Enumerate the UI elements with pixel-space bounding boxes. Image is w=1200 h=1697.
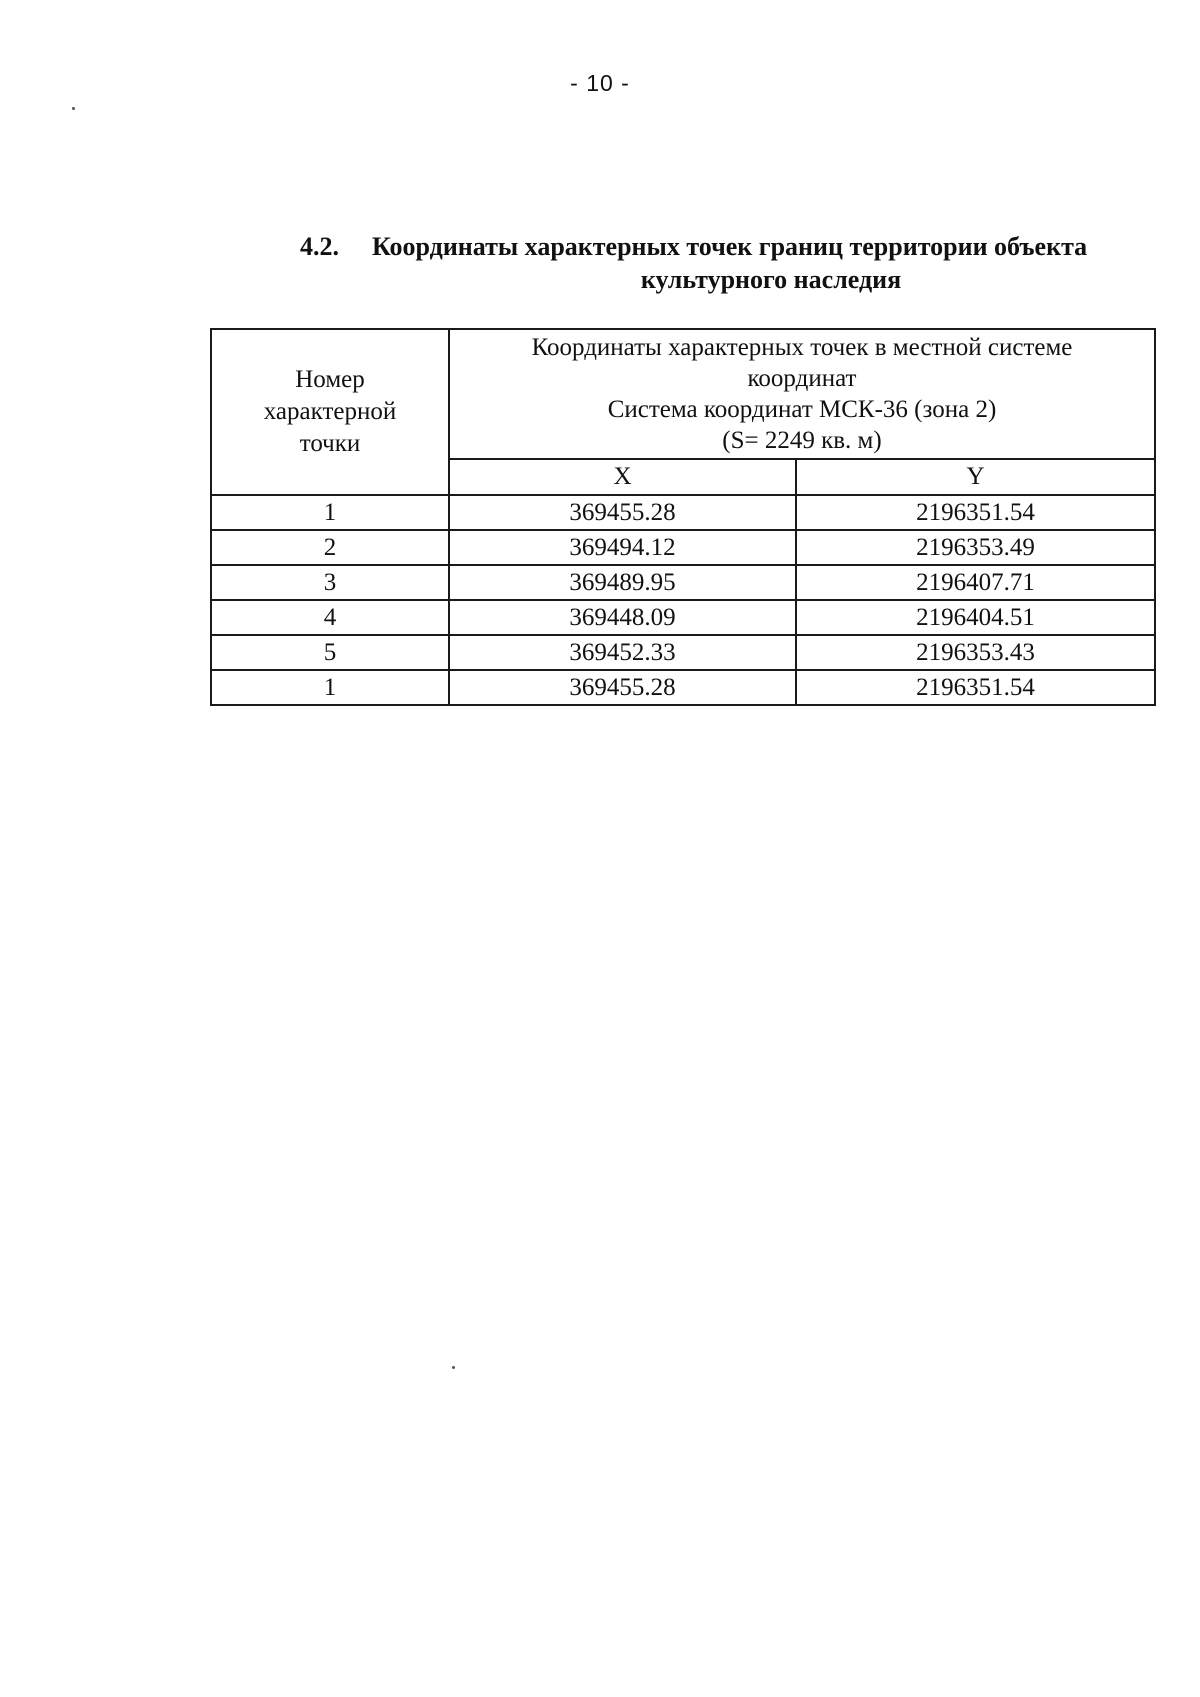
cell-point: 2	[211, 530, 449, 565]
section-title-line-2: культурного наследия	[640, 265, 902, 294]
cell-y: 2196404.51	[796, 600, 1155, 635]
header-y: Y	[796, 459, 1155, 495]
cell-x: 369452.33	[449, 635, 796, 670]
table-row	[211, 670, 1155, 705]
header-system-line: (S= 2249 кв. м)	[722, 427, 882, 454]
table-row	[211, 600, 1155, 635]
table-row	[211, 530, 1155, 565]
cell-point: 4	[211, 600, 449, 635]
coordinates-table	[210, 328, 1156, 706]
cell-point: 3	[211, 565, 449, 600]
cell-x: 369494.12	[449, 530, 796, 565]
header-point-line: Номер	[295, 366, 365, 393]
cell-x: 369448.09	[449, 600, 796, 635]
cell-point: 1	[211, 670, 449, 705]
table-row	[211, 565, 1155, 600]
header-system-line: Система координат МСК-36 (зона 2)	[607, 396, 997, 423]
header-system-line: Координаты характерных точек в местной системе	[531, 334, 1073, 361]
cell-point: 5	[211, 635, 449, 670]
table-row	[211, 635, 1155, 670]
scan-speck	[452, 1366, 455, 1369]
page-number: - 10 -	[570, 70, 630, 96]
header-point-line: характерной	[263, 398, 397, 425]
cell-y: 2196353.49	[796, 530, 1155, 565]
scan-speck	[72, 107, 75, 110]
cell-y: 2196351.54	[796, 495, 1155, 530]
table-row	[211, 495, 1155, 530]
cell-y: 2196407.71	[796, 565, 1155, 600]
section-title	[300, 230, 1170, 296]
section-number: 4.2.	[300, 232, 339, 261]
section-title-text-1: Координаты характерных точек границ территории объекта	[372, 232, 1088, 261]
header-point-number	[211, 329, 449, 495]
header-point-line: точки	[299, 430, 361, 457]
cell-x: 369489.95	[449, 565, 796, 600]
cell-x: 369455.28	[449, 670, 796, 705]
section-title-line-1	[300, 230, 1170, 263]
cell-y: 2196351.54	[796, 670, 1155, 705]
header-coordinate-system	[449, 329, 1155, 459]
cell-x: 369455.28	[449, 495, 796, 530]
cell-point: 1	[211, 495, 449, 530]
cell-y: 2196353.43	[796, 635, 1155, 670]
header-system-line: координат	[747, 365, 857, 392]
header-x: X	[449, 459, 796, 495]
table-header-row	[211, 329, 1155, 459]
